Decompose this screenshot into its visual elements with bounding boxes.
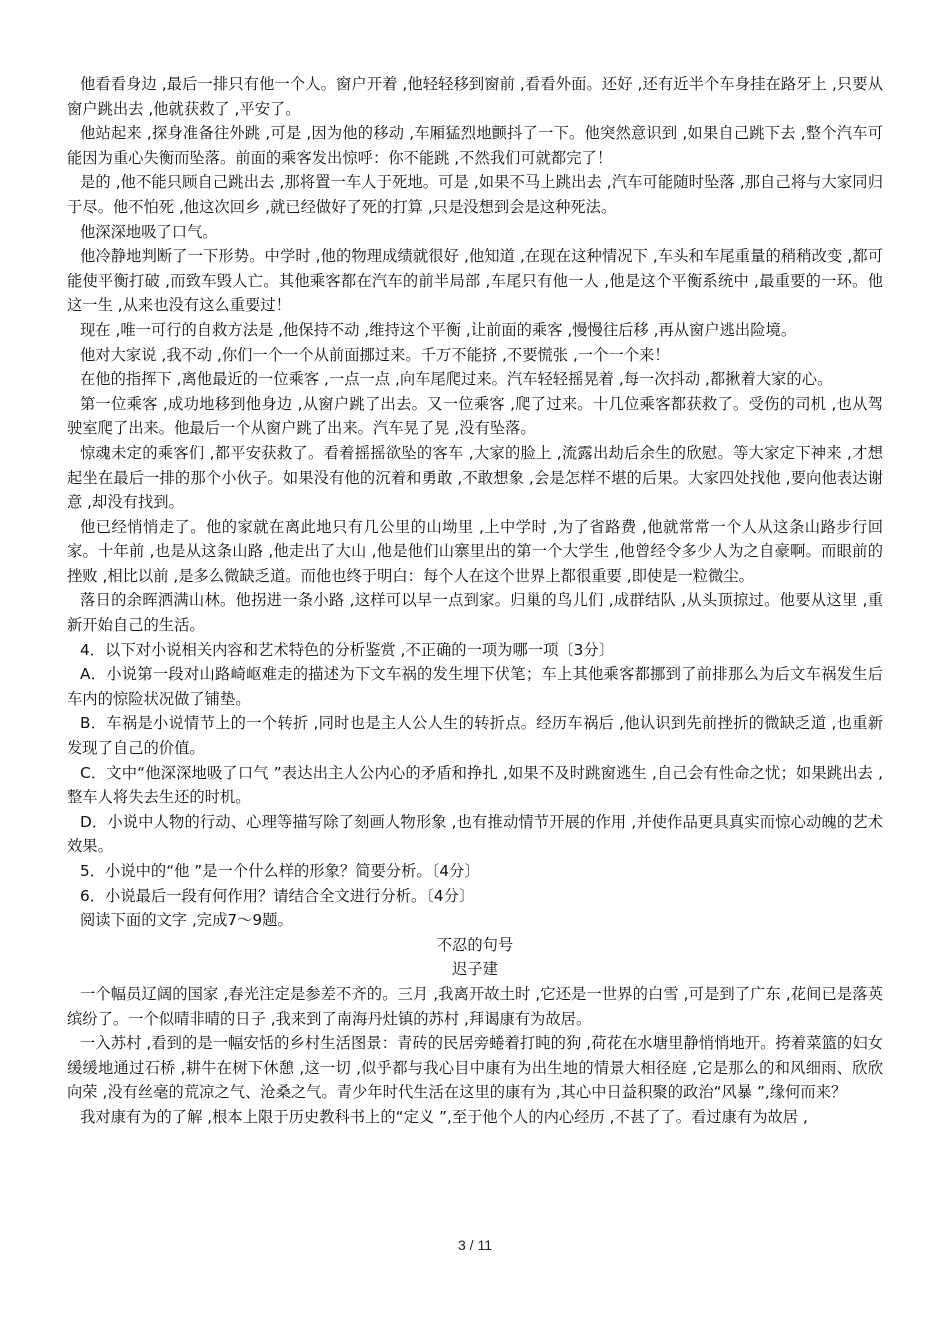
question-4: 4．以下对小说相关内容和艺术特色的分析鉴赏 ,不正确的一项为哪一项〔3分〕 [80, 640, 614, 659]
page-number: 3 / 11 [458, 1237, 492, 1253]
story-paragraph: 在他的指挥下 ,离他最近的一位乘客 ,一点一点 ,向车尾爬过来。汽车轻轻摇晃着 ,每一次抖动 ,都揪着大家的心。 [80, 370, 833, 389]
story-paragraph: 是的 ,他不能只顾自己跳出去 ,那将置一车人于死地。可是 ,如果不马上跳出去 ,汽车可能随时坠落 ,那自己将与大家同归于尽。他不怕死 ,他这次回乡 ,就已经做好了死的打算 ,只是没想到会是这种死法。 [67, 173, 883, 216]
essay-title: 不忍的句号 [436, 935, 514, 954]
option-d: D．小说中人物的行动、心理等描写除了刻画人物形象 ,也有推动情节开展的作用 ,并使作品更具真实而惊心动魄的艺术效果。 [67, 812, 883, 856]
essay-author: 迟子建 [452, 960, 498, 979]
option-c: C．文中“他深深地吸了口气 ”表达出主人公内心的矛盾和挣扎 ,如果不及时跳窗逃生 ,自己会有性命之忧；如果跳出去 ,整车人将失去生还的时机。 [67, 763, 883, 807]
story-paragraph: 惊魂未定的乘客们 ,都平安获救了。看着摇摇欲坠的客车 ,大家的脸上 ,流露出劫后余生的欣慰。等大家定下神来 ,才想起坐在最后一排的那个小伙子。如果没有他的沉着和勇敢 ,不敢想象 ,会是怎样不堪的后果。大家四处找他 ,要向他表达谢意 ,却没有找到。 [67, 443, 883, 512]
story-paragraph: 落日的余晖洒满山林。他拐进一条小路 ,这样可以早一点到家。归巢的鸟儿们 ,成群结队 ,从头顶掠过。他要从这里 ,重新开始自己的生活。 [67, 591, 883, 635]
story-paragraph: 现在 ,唯一可行的自救方法是 ,他保持不动 ,维持这个平衡 ,让前面的乘客 ,慢慢往后移 ,再从窗户逃出险境。 [80, 320, 797, 339]
story-paragraph: 他已经悄悄走了。他的家就在离此地只有几公里的山坳里 ,上中学时 ,为了省路费 ,他就常常一个人从这条山路步行回家。十年前 ,也是从这条山路 ,他走出了大山 ,他是他们山寨里出的第一个大学生 ,他曾经令多少人为之自豪啊。而眼前的挫败 ,相比以前 ,是多么微缺乏道。而他也终于明白：每个人在这个世界上都很重要 ,即使是一粒微尘。 [67, 517, 883, 585]
document-page [67, 72, 883, 1130]
story-paragraph: 他冷静地判断了一下形势。中学时 ,他的物理成绩就很好 ,他知道 ,在现在这种情况下 ,车头和车尾重量的稍稍改变 ,都可能使平衡打破 ,而致车毁人亡。其他乘客都在汽车的前半局部 ,车尾只有他一人 ,他是这个平衡系统中 ,最重要的一环。他这一生 ,从来也没有这么重要过！ [67, 247, 883, 315]
essay-paragraph: 一个幅员辽阔的国家 ,春光注定是参差不齐的。三月 ,我离开故土时 ,它还是一世界的白雪 ,可是到了广东 ,花间已是落英缤纷了。一个似晴非晴的日子 ,我来到了南海丹灶镇的苏村 ,拜谒康有为故居。 [67, 984, 883, 1028]
essay-paragraph: 我对康有为的了解 ,根本上限于历史教科书上的“定义 ”,至于他个人的内心经历 ,不甚了了。看过康有为故居 , [80, 1107, 808, 1126]
essay-paragraph: 一入苏村 ,看到的是一幅安恬的乡村生活图景：青砖的民居旁蜷着打盹的狗 ,荷花在水塘里静悄悄地开。挎着菜篮的妇女缓缓地通过石桥 ,耕牛在树下休憩 ,这一切 ,似乎都与我心目中康有为出生地的情景大相径庭 ,它是那么的和风细雨、欣欣向荣 ,没有丝毫的荒凉之气、沧桑之气。青少年时代生活在这里的康有为 ,其心中日益积聚的政治“风暴 ”,缘何而来？ [67, 1034, 883, 1102]
story-paragraph: 他站起来 ,探身准备往外跳 ,可是 ,因为他的移动 ,车厢猛烈地颤抖了一下。他突然意识到 ,如果自己跳下去 ,整个汽车可能因为重心失衡而坠落。前面的乘客发出惊呼：你不能跳 ,不然我们可就都完了！ [67, 124, 883, 167]
question-6: 6．小说最后一段有何作用？请结合全文进行分析。〔4分〕 [80, 886, 475, 905]
option-a: A．小说第一段对山路崎岖难走的描述为下文车祸的发生埋下伏笔；车上其他乘客都挪到了前排那么为后文车祸发生后车内的惊险状况做了铺垫。 [67, 665, 883, 708]
story-paragraph: 他深深地吸了口气。 [80, 222, 218, 241]
question-5: 5．小说中的“他 ”是一个什么样的形象？简要分析。〔4分〕 [80, 862, 480, 880]
reading-instruction: 阅读下面的文字 ,完成7～9题。 [80, 911, 293, 930]
story-paragraph: 他对大家说 ,我不动 ,你们一个一个从前面挪过来。千万不能挤 ,不要慌张 ,一个一个来！ [80, 345, 670, 364]
story-paragraph: 他看看身边 ,最后一排只有他一个人。窗户开着 ,他轻轻移到窗前 ,看看外面。还好 ,还有近半个车身挂在路牙上 ,只要从窗户跳出去 ,他就获救了 ,平安了。 [67, 75, 883, 118]
option-b: B．车祸是小说情节上的一个转折 ,同时也是主人公人生的转折点。经历车祸后 ,他认识到先前挫折的微缺乏道 ,也重新发现了自己的价值。 [67, 714, 883, 758]
story-paragraph: 第一位乘客 ,成功地移到他身边 ,从窗户跳了出去。又一位乘客 ,爬了过来。十几位乘客都获救了。受伤的司机 ,也从驾驶室爬了出来。他最后一个从窗户跳了出来。汽车晃了晃 ,没有坠落。 [67, 394, 883, 438]
